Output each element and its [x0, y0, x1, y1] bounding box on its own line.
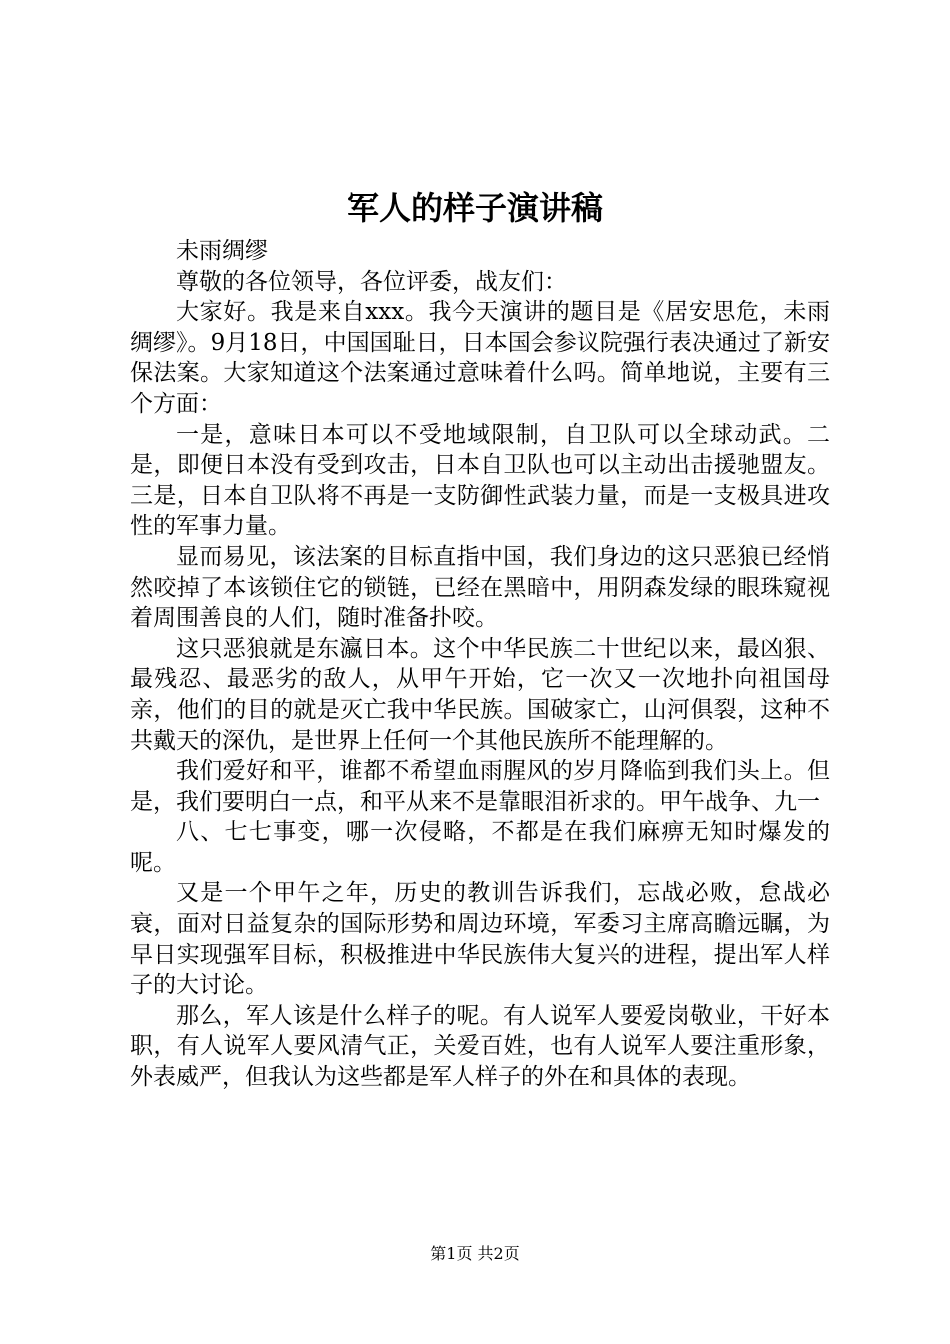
paragraph: 显而易见，该法案的目标直指中国，我们身边的这只恶狼已经悄然咬掉了本该锁住它的锁链，已经在黑暗中，用阴森发绿的眼珠窥视着周围善良的人们，随时准备扑咬。: [130, 543, 830, 632]
paragraph-subtitle: 未雨绸缪: [176, 238, 268, 264]
paragraph: 那么，军人该是什么样子的呢。有人说军人要爱岗敬业，干好本职，有人说军人要风清气正，关爱百姓，也有人说军人要注重形象，外表威严，但我认为这些都是军人样子的外在和具体的表现。: [130, 1002, 830, 1091]
paragraph: 八、七七事变，哪一次侵略，不都是在我们麻痹无知时爆发的呢。: [130, 819, 830, 876]
paragraph: 大家好。我是来自xxx。我今天演讲的题目是《居安思危，未雨绸缪》。9月18日，中国国耻日，日本国会参议院强行表决通过了新安保法案。大家知道这个法案通过意味着什么吗。简单地说，主要有三个方面：: [130, 299, 830, 417]
document-body: [130, 236, 830, 1093]
paragraph-salutation: 尊敬的各位领导，各位评委，战友们：: [176, 268, 567, 295]
page-footer: 第1页 共2页: [430, 1244, 520, 1263]
paragraph: 一是，意味日本可以不受地域限制，自卫队可以全球动武。二是，即便日本没有受到攻击，日本自卫队也可以主动出击援驰盟友。三是，日本自卫队将不再是一支防御性武装力量，而是一支极具进攻性的军事力量。: [130, 421, 830, 540]
page-title: 军人的样子演讲稿: [346, 189, 603, 227]
paragraph: 又是一个甲午之年，历史的教训告诉我们，忘战必败，怠战必衰，面对日益复杂的国际形势和周边环境，军委习主席高瞻远瞩，为早日实现强军目标，积极推进中华民族伟大复兴的进程，提出军人样子的大讨论。: [130, 880, 830, 999]
paragraph: 我们爱好和平，谁都不希望血雨腥风的岁月降临到我们头上。但是，我们要明白一点，和平从来不是靠眼泪祈求的。甲午战争、九一: [130, 758, 830, 815]
paragraph: 这只恶狼就是东瀛日本。这个中华民族二十世纪以来，最凶狠、最残忍、最恶劣的敌人，从甲午开始，它一次又一次地扑向祖国母亲，他们的目的就是灭亡我中华民族。国破家亡，山河俱裂，这种不共戴天的深仇，是世界上任何一个其他民族所不能理解的。: [130, 635, 830, 754]
